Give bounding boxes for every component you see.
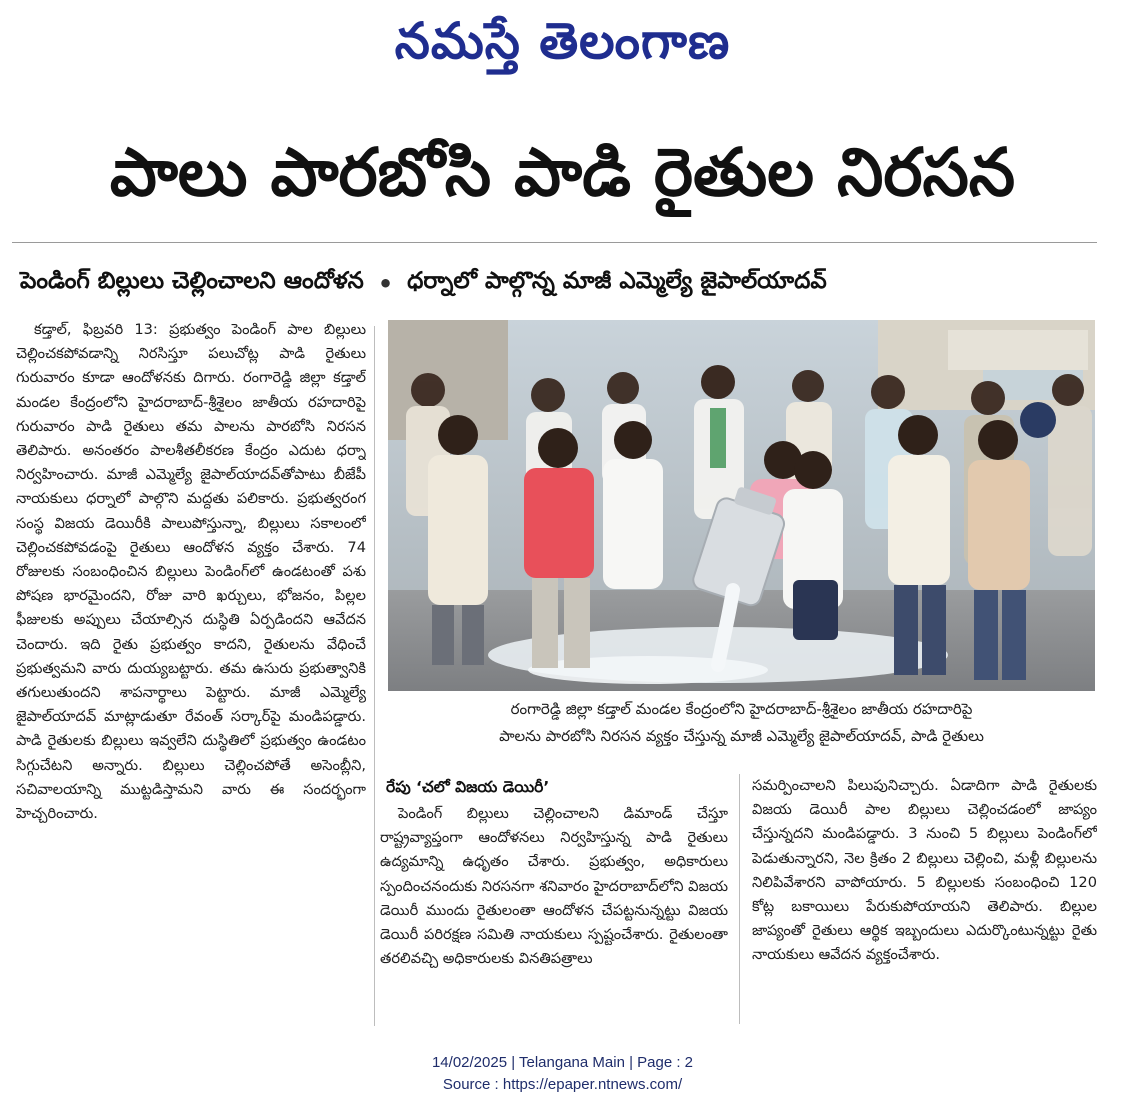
masthead-logo: నమస్తే తెలంగాణ [394, 12, 731, 70]
subhead-bullet: • [377, 270, 394, 298]
subhead-part-1: పెండింగ్ బిల్లులు చెల్లించాలని ఆందోళన [20, 268, 364, 294]
footer-source-link[interactable]: Source : https://epaper.ntnews.com/ [442, 1076, 683, 1093]
headline-divider [12, 242, 1097, 243]
footer-date-edition: 14/02/2025 | Telangana Main | Page : 2 [431, 1054, 694, 1071]
article-body-col3: సమర్పించాలని పిలుపునిచ్చారు. ఏడాదిగా పాడి రైతులకు విజయ డెయిరీ పాల బిల్లులు చెల్లించడంలో జాప్యం చేస్తున్నదని మండిపడ్డారు. 3 నుంచి 5 బిల్లులు పెండింగ్‌లో పెడుతున్నారని, నెల క్రితం 2 బిల్లులు చెల్లించి, మళ్లీ బిల్లులను నిలిపివేశారని వాపోయారు. 5 బిల్లులకు సంబంధించి 120 కోట్ల బకాయిలు పేరుకుపోయాయని తెలిపారు. బిల్లుల జాప్యంతో రైతులు ఆర్థిక ఇబ్బందులు ఎదుర్కొంటున్నట్టు రైతు నాయకులు ఆవేదన వ్యక్తంచేశారు. [752, 777, 1097, 964]
headline: పాలు పారబోసి పాడి రైతుల నిరసన [109, 134, 1016, 211]
news-photo [388, 320, 1095, 691]
column-divider-2 [739, 774, 740, 1024]
subhead-part-2: ధర్నాలో పాల్గొన్న మాజీ ఎమ్మెల్యే జైపాల్‌యాదవ్ [407, 268, 827, 294]
column-divider-1 [374, 326, 375, 1026]
photo-caption [388, 696, 1095, 750]
caption-line-1: రంగారెడ్డి జిల్లా కడ్తాల్ మండల కేంద్రంలోని హైదరాబాద్-శ్రీశైలం జాతీయ రహదారిపై [510, 700, 973, 718]
page-footer [0, 1052, 1125, 1096]
article-body-col2: పెండింగ్ బిల్లులు చెల్లించాలని డిమాండ్ చేస్తూ రాష్ట్రవ్యాప్తంగా ఆందోళనలు నిర్వహిస్తున్న పాడి రైతులు ఉద్యమాన్ని ఉధృతం చేశారు. ప్రభుత్వం, అధికారులు స్పందించనందుకు నిరసనగా శనివారం హైదరాబాద్‌లోని విజయ డెయిరీ ముందు రైతులంతా ఆందోళన చేపట్టనున్నట్టు విజయ డెయిరీ పరిరక్షణ సమితి నాయకులు స్పష్టంచేశారు. రైతులంతా తరలివచ్చి అధికారులకు వినతిపత్రాలు [380, 805, 728, 968]
article-column-3 [752, 774, 1097, 1030]
subheadline [20, 260, 1100, 308]
caption-line-2: పాలను పారబోసి నిరసన వ్యక్తం చేస్తున్న మాజీ ఎమ్మెల్యే జైపాల్‌యాదవ్, పాడి రైతులు [499, 727, 984, 745]
protest-photo-illustration [388, 320, 1095, 691]
article-column-2 [380, 772, 728, 1030]
article-body-col1: కడ్తాల్, ఫిబ్రవరి 13: ప్రభుత్వం పెండింగ్ పాల బిల్లులు చెల్లించకపోవడాన్ని నిరసిస్తూ పలుచోట్ల పాడి రైతులు గురువారం కూడా ఆందోళనకు దిగారు. రంగారెడ్డి జిల్లా కడ్తాల్ మండల కేంద్రంలోని హైదరాబాద్-శ్రీశైలం జాతీయ రహదారిపై గురువారం పాడి రైతులు తమ పాలను పారబోసి నిరసన తెలిపారు. అనంతరం పాలశీతలీకరణ కేంద్రం ఎదుట ధర్నా నిర్వహించారు. మాజీ ఎమ్మెల్యే జైపాల్‌యాదవ్‌తోపాటు బీజేపీ నాయకులు ధర్నాలో పాల్గొని మద్దతు పలికారు. ప్రభుత్వరంగ సంస్థ విజయ డెయిరీకి పాలుపోస్తున్నా, బిల్లులు సకాలంలో చెల్లించకపోవడంపై రైతులు ఆందోళన వ్యక్తం చేశారు. 74 రోజులకు సంబంధించిన బిల్లులు పెండింగ్‌లో ఉండటంతో పశు పోషణ భారమైందని, రోజు వారి ఖర్చులు, భోజనం, పిల్లల ఫీజులకు అప్పులు చేయాల్సిన దుస్థితి ఏర్పడిందని ఆవేదన చెందారు. ఇది రైతు ప్రభుత్వం కాదని, రైతులను వేధించే ప్రభుత్వమని వారు దుయ్యబట్టారు. తమ ఉసురు ప్రభుత్వానికి తగులుతుందని శాపనార్థాలు పెట్టారు. మాజీ ఎమ్మెల్యే జైపాల్‌యాదవ్ మాట్లాడుతూ రేవంత్ సర్కార్‌పై మండిపడ్డారు. పాడి రైతులకు బిల్లులు ఇవ్వలేని దుస్థితిలో ప్రభుత్వం ఉండటం సిగ్గుచేటని అన్నారు. బిల్లులు చెల్లించపోతే అసెంబ్లీని, సచివాలయాన్ని ముట్టడిస్తామని వారు ఈ సందర్భంగా హెచ్చరించారు. [16, 321, 366, 823]
article-column-1 [16, 318, 366, 1028]
column-subheading: రేపు ‘చలో విజయ డెయిరీ’ [386, 778, 550, 796]
